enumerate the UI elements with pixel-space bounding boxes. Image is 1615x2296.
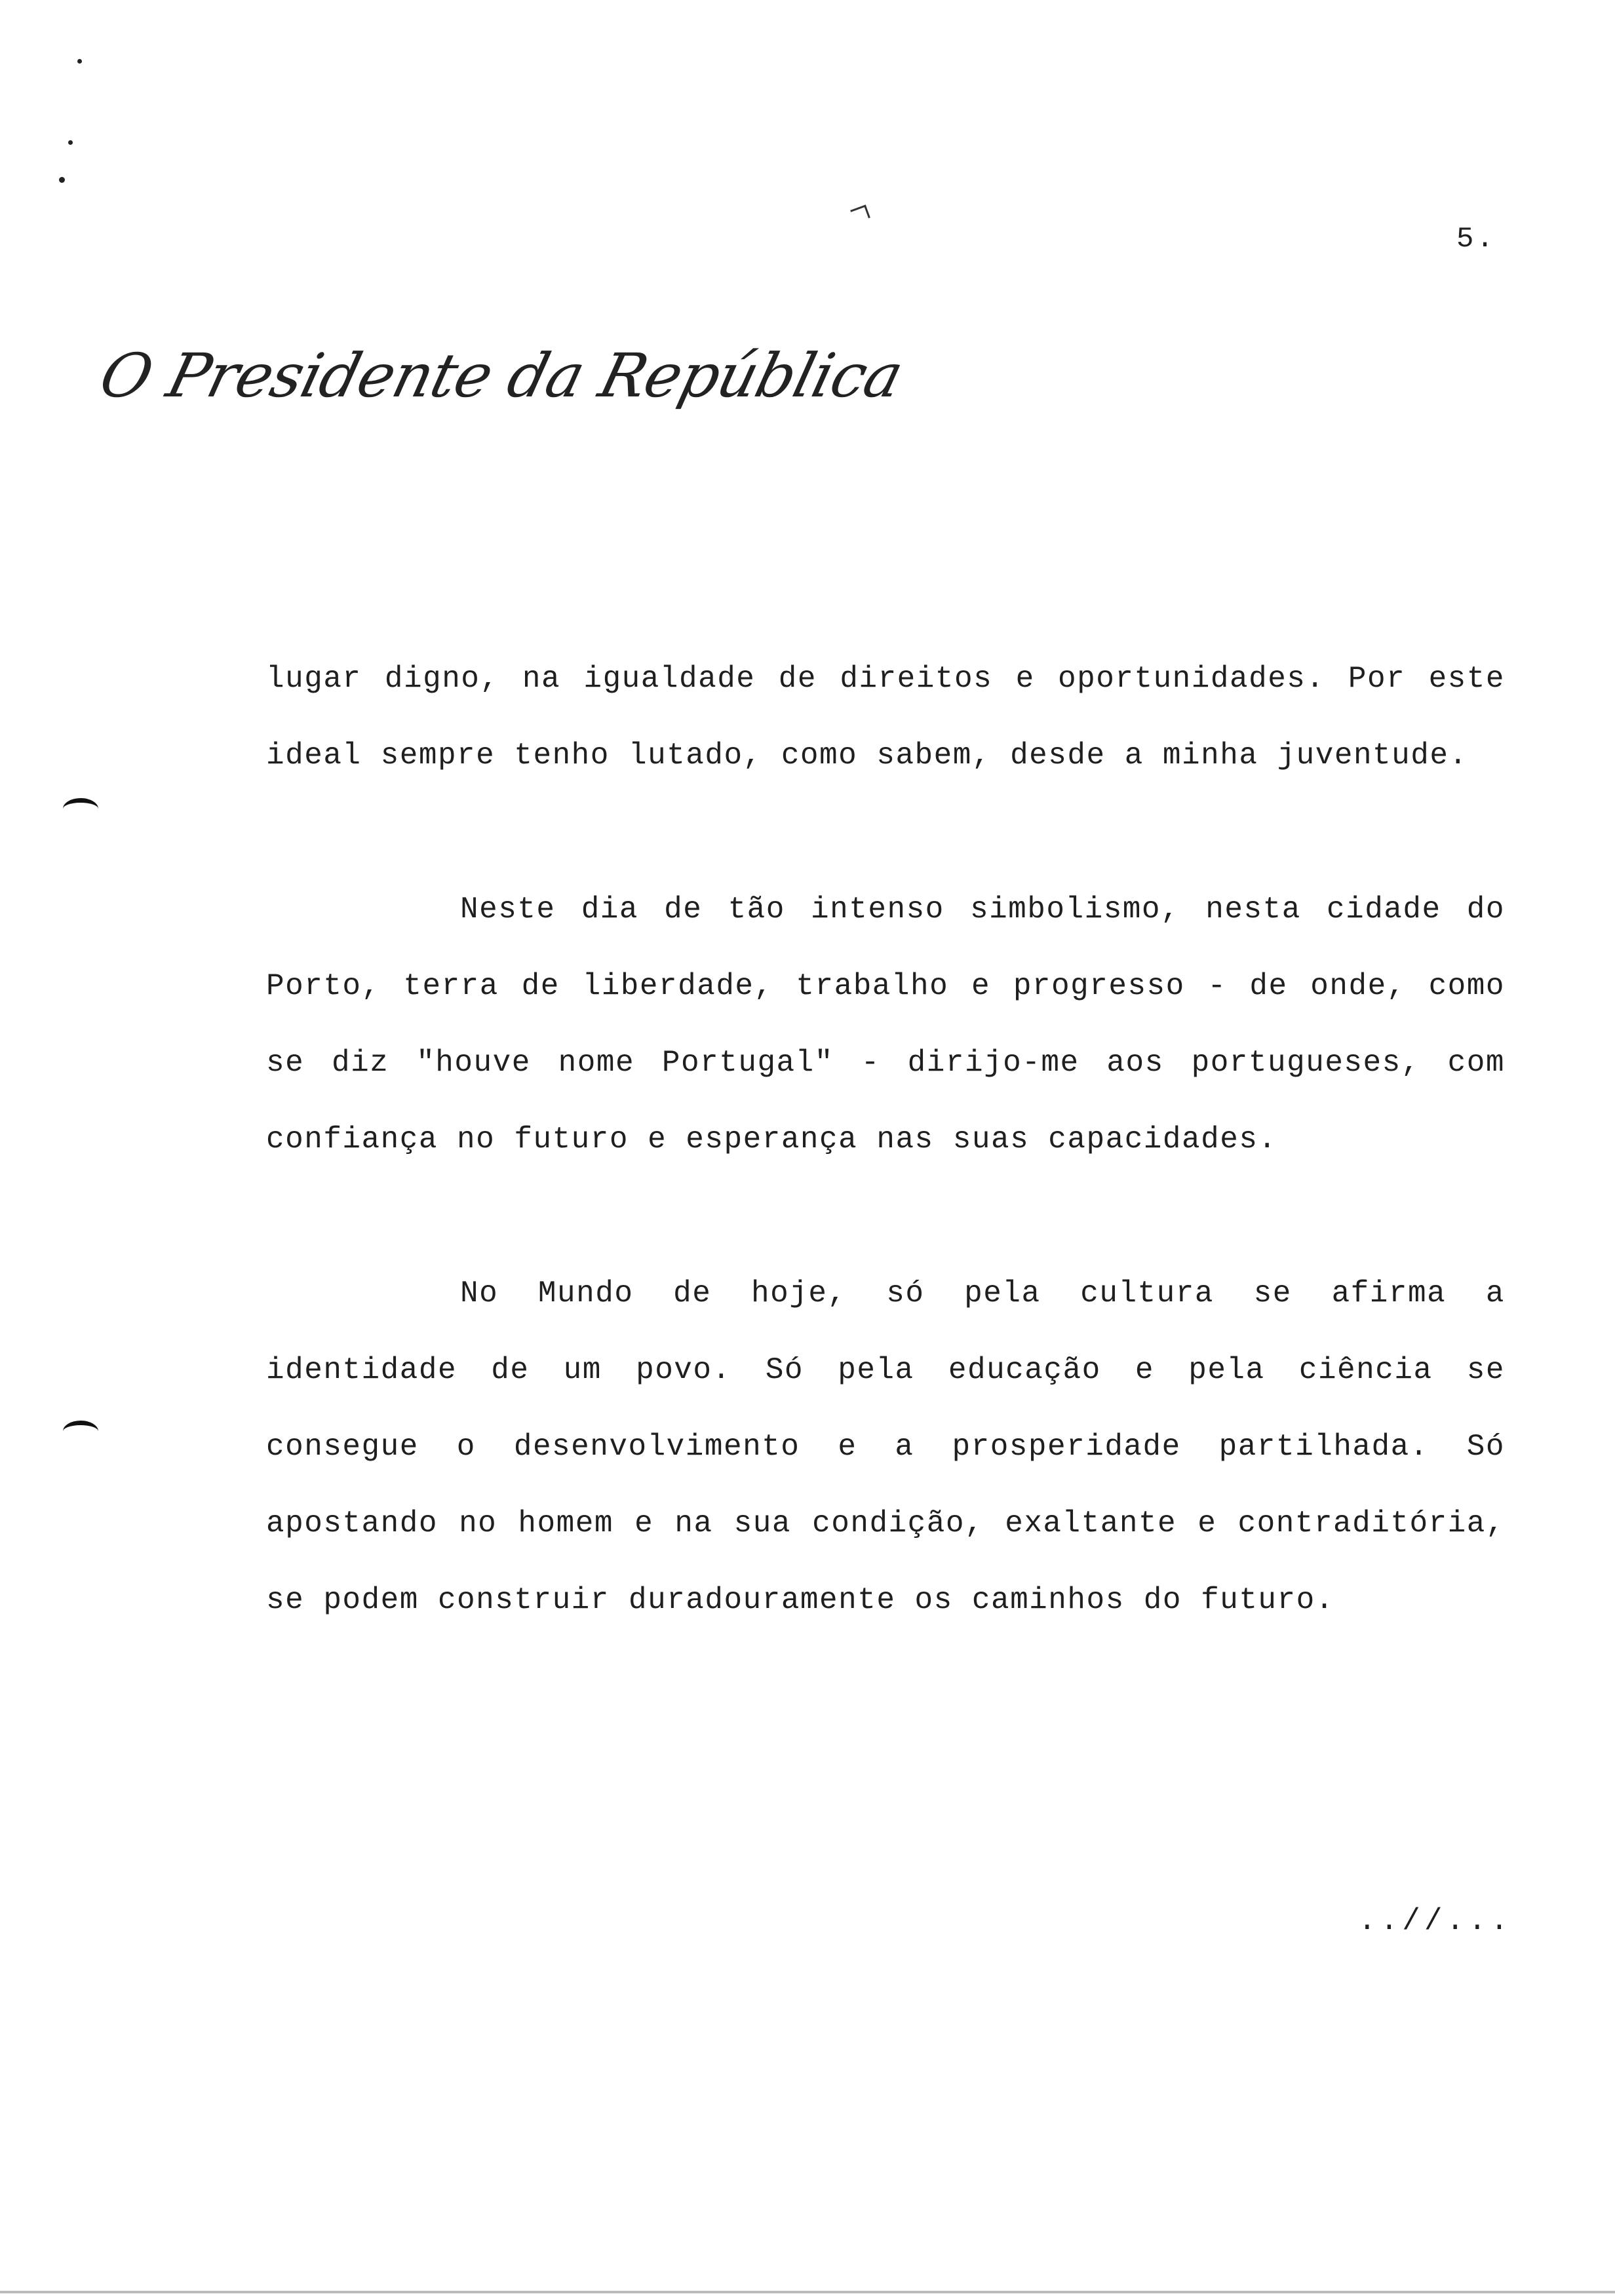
letterhead-title: O Presidente da República — [93, 341, 910, 411]
continuation-mark: ..//... — [1358, 1904, 1513, 1938]
paragraph-1-text: lugar digno, na igualdade de direitos e oportunidades. Por este ideal sempre tenho lutado, como sabem, desde a minha juventude. — [266, 662, 1505, 773]
scan-speck — [68, 140, 73, 145]
paragraph-3-text: No Mundo de hoje, só pela cultura se afirma a identidade de um povo. Só pela educação e pela ciência se consegue o desenvolvimento e a prosperidade partilhada. Só apostando no homem e na sua condição, exaltante e contraditória, se podem construir duradouramente os caminhos do futuro. — [266, 1276, 1505, 1617]
scan-speck — [77, 59, 82, 64]
paragraph-2 — [266, 871, 1505, 1178]
binder-hole-mark-lower — [63, 1421, 98, 1442]
paragraph-1 — [266, 641, 1505, 794]
page-number: 5. — [1456, 223, 1496, 256]
binder-hole-mark-upper — [63, 798, 98, 820]
paragraph-3 — [266, 1255, 1505, 1639]
scan-bottom-edge — [0, 2291, 1615, 2293]
scan-speck — [59, 177, 65, 183]
paragraph-2-text: Neste dia de tão intenso simbolismo, nesta cidade do Porto, terra de liberdade, trabalho e progresso - de onde, como se diz "houve nome Portugal" - dirijo-me aos portugueses, com confiança no futuro e esperança nas suas capacidades. — [266, 892, 1505, 1157]
handwritten-tick-mark — [850, 204, 870, 223]
